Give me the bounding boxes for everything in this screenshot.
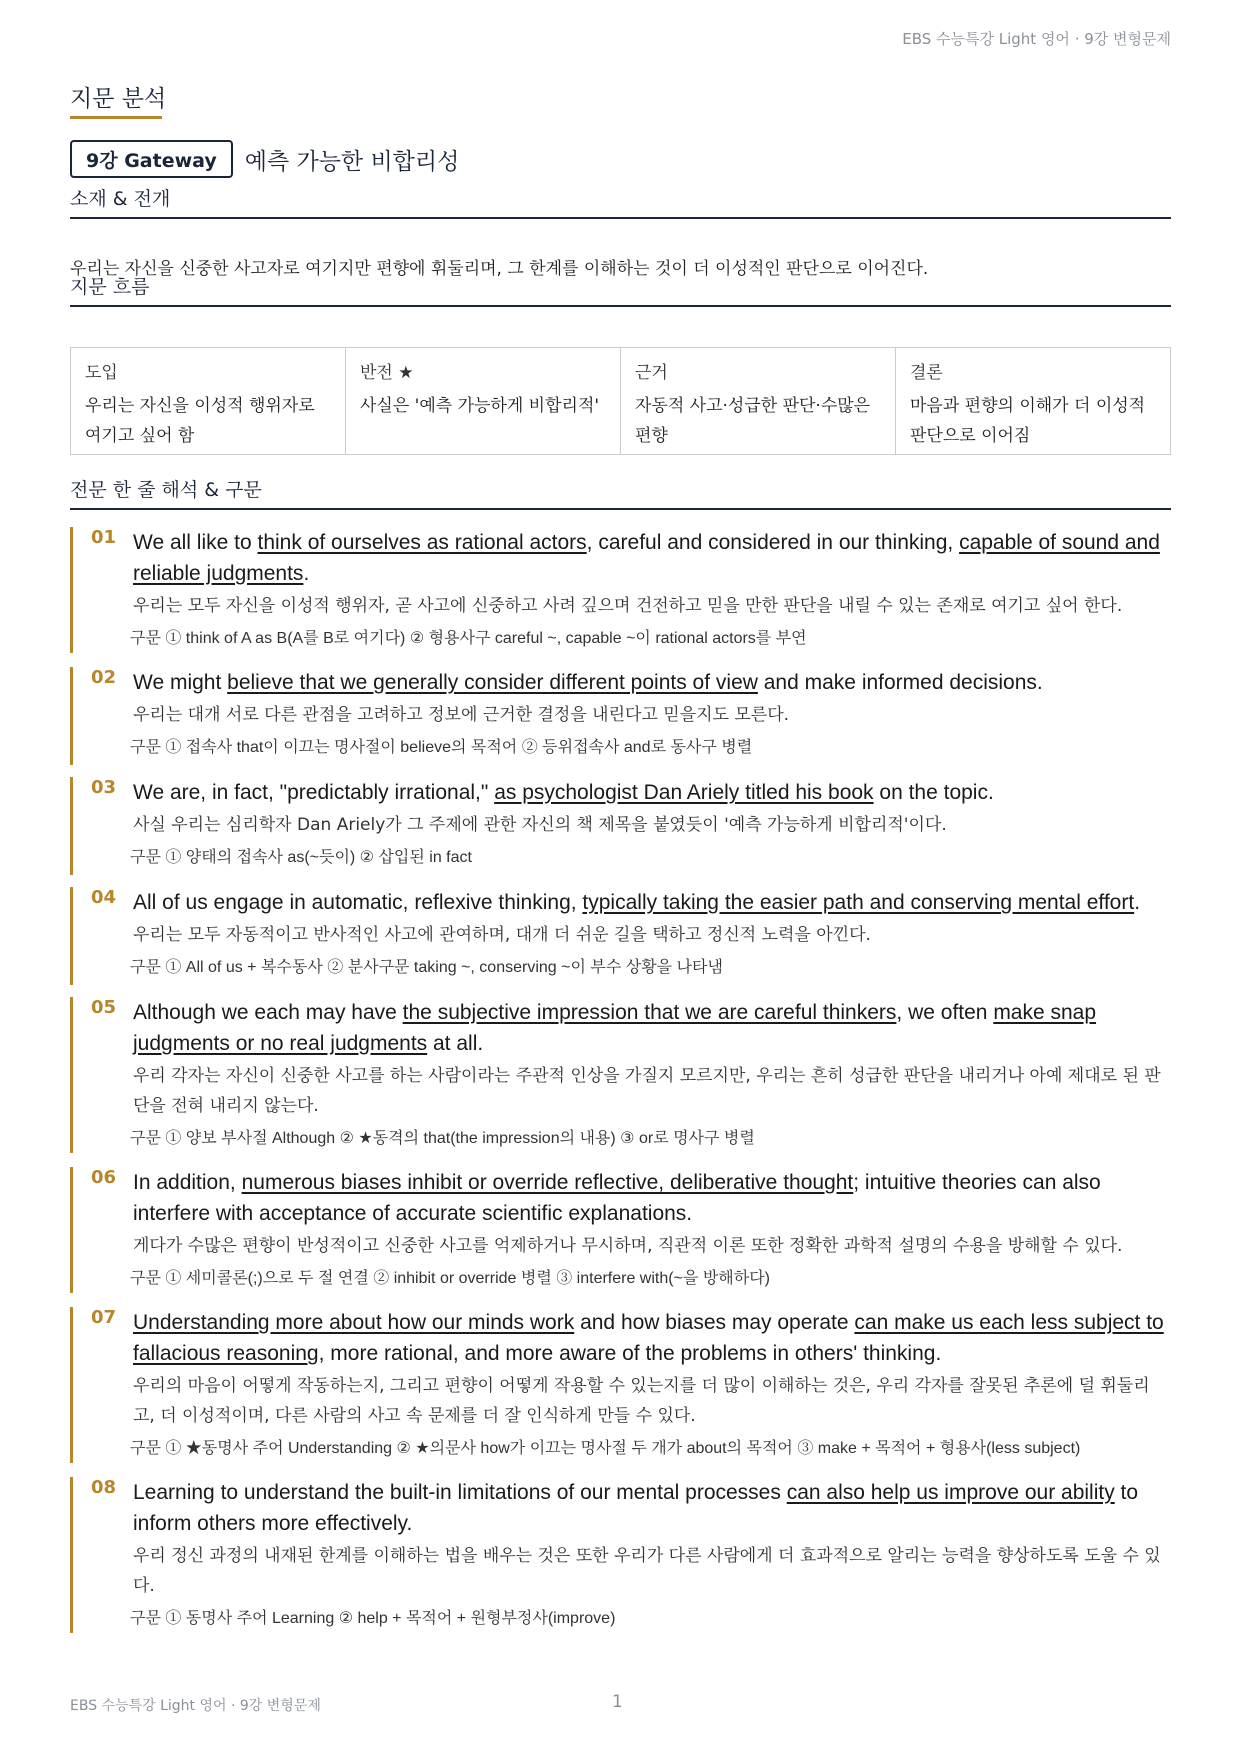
sentence-grammar: 구문 ① ★동명사 주어 Understanding ② ★의문사 how가 이끄는 명사절 두 개가 about의 목적어 ③ make + 목적어 + 형용사(less subject) (130, 1440, 1081, 1457)
sentence-korean: 우리의 마음이 어떻게 작동하는지, 그리고 편향이 어떻게 작용할 수 있는지를 더 많이 이해하는 것은, 우리 각자를 잘못된 추론에 덜 휘둘리고, 더 이성적이며, 다른 사람의 사고 속 문제를 더 잘 인식하게 만들 수 있다. (133, 1376, 1150, 1426)
underlined-phrase: typically taking the easier path and conserving mental effort (582, 891, 1135, 914)
sentence-english (133, 997, 1171, 1059)
flow-cell-label: 결론 (910, 363, 943, 383)
sentence-text: , careful and considered in our thinking, (586, 531, 960, 554)
sentence-english (133, 777, 1171, 808)
flow-heading: 지문 흐름 (70, 272, 1171, 307)
sentence-korean: 우리는 모두 자동적이고 반사적인 사고에 관여하며, 대개 더 쉬운 길을 택하고 정신적 노력을 아낀다. (133, 925, 871, 945)
sentence-text: and how biases may operate (574, 1311, 855, 1334)
underlined-phrase: the subjective impression that we are careful thinkers (402, 1001, 897, 1024)
sentence-english (133, 1167, 1171, 1229)
sentence-grammar: 구문 ① think of A as B(A를 B로 여기다) ② 형용사구 careful ~, capable ~이 rational actors를 부연 (130, 630, 807, 647)
sentence-block (70, 1307, 1171, 1463)
sentence-number: 06 (91, 1167, 117, 1188)
sentence-grammar: 구문 ① 양보 부사절 Although ② ★동격의 that(the impression의 내용) ③ or로 명사구 병렬 (130, 1130, 755, 1147)
underlined-phrase: believe that we generally consider different points of view (227, 671, 758, 694)
sentence-number: 03 (91, 777, 117, 798)
running-head: EBS 수능특강 Light 영어 · 9강 변형문제 (902, 30, 1171, 48)
sentence-text: at all. (427, 1032, 484, 1055)
sentence-text: We might (133, 671, 228, 694)
sentence-text: to inform others more effectively. (133, 1481, 1139, 1535)
lesson-badge: 9강 Gateway (70, 140, 233, 178)
sentence-english (133, 887, 1171, 918)
sentence-number: 01 (91, 527, 117, 548)
translation-heading: 전문 한 줄 해석 & 구문 (70, 475, 1171, 510)
sentence-number: 05 (91, 997, 117, 1018)
sentence-english (133, 1477, 1171, 1539)
sentence-korean: 게다가 수많은 편향이 반성적이고 신중한 사고를 억제하거나 무시하며, 직관적 이론 또한 정확한 과학적 설명의 수용을 방해할 수 있다. (133, 1236, 1123, 1256)
sentence-number: 02 (91, 667, 117, 688)
sentence-text: ; intuitive theories can also interfere with acceptance of accurate scientific explanations. (133, 1171, 1101, 1225)
sentence-text: Although we each may have (133, 1001, 403, 1024)
sentence-block (70, 667, 1171, 765)
underlined-phrase: numerous biases inhibit or override reflective, deliberative thought (241, 1171, 854, 1194)
flow-cell-text: 사실은 '예측 가능하게 비합리적' (360, 396, 600, 416)
flow-cell-label: 도입 (85, 363, 118, 383)
underlined-phrase: Understanding more about how our minds work (133, 1311, 575, 1334)
sentence-korean: 우리는 모두 자신을 이성적 행위자, 곧 사고에 신중하고 사려 깊으며 건전하고 믿을 만한 판단을 내릴 수 있는 존재로 여기고 싶어 한다. (133, 596, 1123, 616)
footer-running-title: EBS 수능특강 Light 영어 · 9강 변형문제 (70, 1698, 321, 1714)
section-title: 지문 분석 (70, 86, 167, 112)
sentence-block (70, 1167, 1171, 1293)
underlined-phrase: make snap judgments or no real judgments (133, 1001, 1097, 1055)
sentence-text: All of us engage in automatic, reflexive thinking, (133, 891, 583, 914)
flow-cell-text: 우리는 자신을 이성적 행위자로 여기고 싶어 함 (85, 396, 315, 446)
underlined-phrase: capable of sound and reliable judgments (133, 531, 1160, 585)
sentence-number: 04 (91, 887, 117, 908)
sentence-block (70, 777, 1171, 875)
flow-cell (345, 348, 620, 454)
sentence-text: We are, in fact, "predictably irrational," (133, 781, 495, 804)
sentence-grammar: 구문 ① 동명사 주어 Learning ② help + 목적어 + 원형부정사(improve) (130, 1610, 616, 1627)
sentence-grammar: 구문 ① All of us + 복수동사 ② 분사구문 taking ~, conserving ~이 부수 상황을 나타냄 (130, 959, 723, 976)
topic-summary: 우리는 자신을 신중한 사고자로 여기지만 편향에 휘둘리며, 그 한계를 이해하는 것이 더 이성적인 판단으로 이어진다. (70, 259, 929, 279)
sentence-number: 07 (91, 1307, 117, 1328)
sentence-english (133, 1307, 1171, 1369)
sentence-text: Learning to understand the built-in limitations of our mental processes (133, 1481, 787, 1504)
section-title-underline (70, 116, 162, 119)
flow-cell (620, 348, 895, 454)
sentence-number: 08 (91, 1477, 117, 1498)
sentence-korean: 우리 각자는 자신이 신중한 사고를 하는 사람이라는 주관적 인상을 가질지 모르지만, 우리는 흔히 성급한 판단을 내리거나 아예 제대로 된 판단을 전혀 내리지 않는다. (133, 1066, 1161, 1116)
sentence-english (133, 667, 1171, 698)
sentence-korean: 사실 우리는 심리학자 Dan Ariely가 그 주제에 관한 자신의 책 제목을 붙였듯이 '예측 가능하게 비합리적'이다. (133, 815, 947, 835)
flow-cell-text: 마음과 편향의 이해가 더 이성적 판단으로 이어짐 (910, 396, 1146, 446)
flow-cell (71, 348, 345, 454)
sentence-korean: 우리 정신 과정의 내재된 한계를 이해하는 법을 배우는 것은 또한 우리가 다른 사람에게 더 효과적으로 알리는 능력을 향상하도록 도울 수 있다. (133, 1546, 1161, 1596)
lesson-title: 예측 가능한 비합리성 (244, 148, 460, 175)
sentence-block (70, 1477, 1171, 1633)
sentence-grammar: 구문 ① 양태의 접속사 as(~듯이) ② 삽입된 in fact (130, 849, 472, 866)
sentence-text: . (303, 562, 310, 585)
sentence-block (70, 527, 1171, 653)
sentence-text: In addition, (133, 1171, 242, 1194)
sentence-english (133, 527, 1171, 589)
sentence-grammar: 구문 ① 세미콜론(;)으로 두 절 연결 ② inhibit or override 병렬 ③ interfere with(~을 방해하다) (130, 1270, 770, 1287)
flow-cell-label: 반전 ★ (360, 363, 414, 383)
flow-table (70, 347, 1171, 455)
sentence-korean: 우리는 대개 서로 다른 관점을 고려하고 정보에 근거한 결정을 내린다고 믿을지도 모른다. (133, 705, 790, 725)
sentence-block (70, 887, 1171, 985)
underlined-phrase: think of ourselves as rational actors (257, 531, 587, 554)
flow-cell-label: 근거 (635, 363, 668, 383)
flow-cell-text: 자동적 사고·성급한 판단·수많은 편향 (635, 396, 871, 446)
sentence-text: We all like to (133, 531, 258, 554)
sentence-grammar: 구문 ① 접속사 that이 이끄는 명사절이 believe의 목적어 ② 등위접속사 and로 동사구 병렬 (130, 739, 753, 756)
sentence-text: . (1134, 891, 1141, 914)
lesson-header (70, 138, 459, 180)
underlined-phrase: can make us each less subject to fallacious reasoning (133, 1311, 1164, 1365)
sentence-text: , we often (896, 1001, 994, 1024)
sentence-text: on the topic. (873, 781, 994, 804)
sentence-text: , more rational, and more aware of the problems in others' thinking. (318, 1342, 942, 1365)
underlined-phrase: can also help us improve our ability (786, 1481, 1115, 1504)
topic-heading: 소재 & 전개 (70, 184, 1171, 219)
sentence-block (70, 997, 1171, 1153)
flow-cell (895, 348, 1170, 454)
underlined-phrase: as psychologist Dan Ariely titled his book (494, 781, 874, 804)
page-number: 1 (612, 1692, 623, 1712)
sentence-text: and make informed decisions. (757, 671, 1043, 694)
